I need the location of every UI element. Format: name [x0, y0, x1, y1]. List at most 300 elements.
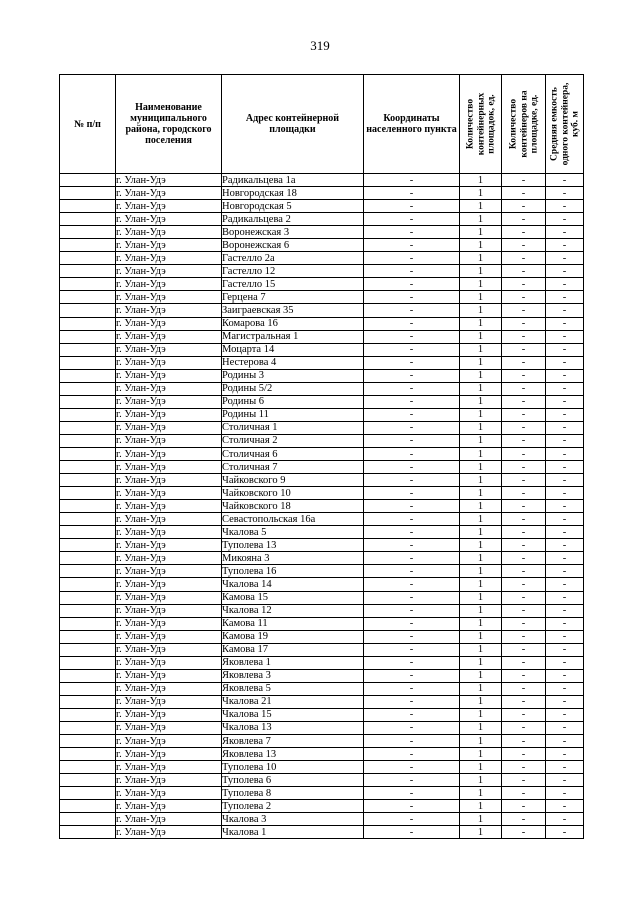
- row-district: г. Улан-Удэ: [116, 695, 222, 708]
- row-num: [60, 200, 116, 213]
- row-coords: -: [364, 643, 460, 656]
- row-coords: -: [364, 578, 460, 591]
- header-address: Адрес контейнерной площадки: [222, 75, 364, 174]
- table-row: [60, 617, 584, 630]
- row-sites-count: 1: [460, 643, 502, 656]
- row-address: Комарова 16: [222, 317, 364, 330]
- row-volume: -: [546, 239, 584, 252]
- row-sites-count: 1: [460, 239, 502, 252]
- row-num: [60, 552, 116, 565]
- table-row: [60, 200, 584, 213]
- table-row: [60, 565, 584, 578]
- row-district: г. Улан-Удэ: [116, 447, 222, 460]
- row-volume: -: [546, 500, 584, 513]
- row-district: г. Улан-Удэ: [116, 330, 222, 343]
- table-row: [60, 434, 584, 447]
- row-volume: -: [546, 748, 584, 761]
- row-coords: -: [364, 669, 460, 682]
- table-row: [60, 656, 584, 669]
- table-row: [60, 539, 584, 552]
- row-volume: -: [546, 200, 584, 213]
- row-containers-count: -: [502, 421, 546, 434]
- row-num: [60, 565, 116, 578]
- row-num: [60, 421, 116, 434]
- row-num: [60, 800, 116, 813]
- row-num: [60, 356, 116, 369]
- table-row: [60, 761, 584, 774]
- row-district: г. Улан-Удэ: [116, 513, 222, 526]
- row-volume: -: [546, 735, 584, 748]
- row-containers-count: -: [502, 813, 546, 826]
- row-num: [60, 721, 116, 734]
- table-row: [60, 239, 584, 252]
- row-sites-count: 1: [460, 213, 502, 226]
- row-coords: -: [364, 604, 460, 617]
- row-address: Родины 6: [222, 395, 364, 408]
- row-containers-count: -: [502, 330, 546, 343]
- table-row: [60, 213, 584, 226]
- table-row: [60, 800, 584, 813]
- row-coords: -: [364, 565, 460, 578]
- row-containers-count: -: [502, 434, 546, 447]
- row-volume: -: [546, 813, 584, 826]
- row-district: г. Улан-Удэ: [116, 434, 222, 447]
- row-num: [60, 408, 116, 421]
- row-address: Столичная 1: [222, 421, 364, 434]
- row-coords: -: [364, 695, 460, 708]
- row-address: Гастелло 15: [222, 278, 364, 291]
- row-district: г. Улан-Удэ: [116, 382, 222, 395]
- table-row: [60, 513, 584, 526]
- row-num: [60, 526, 116, 539]
- table-row: [60, 526, 584, 539]
- row-coords: -: [364, 278, 460, 291]
- row-sites-count: 1: [460, 604, 502, 617]
- table-row: [60, 291, 584, 304]
- table-row: [60, 356, 584, 369]
- table-row: [60, 421, 584, 434]
- row-sites-count: 1: [460, 761, 502, 774]
- row-num: [60, 382, 116, 395]
- row-address: Моцарта 14: [222, 343, 364, 356]
- row-sites-count: 1: [460, 265, 502, 278]
- row-volume: -: [546, 174, 584, 187]
- row-district: г. Улан-Удэ: [116, 278, 222, 291]
- row-coords: -: [364, 187, 460, 200]
- row-num: [60, 761, 116, 774]
- table-row: [60, 447, 584, 460]
- row-num: [60, 826, 116, 839]
- row-containers-count: -: [502, 265, 546, 278]
- row-containers-count: -: [502, 317, 546, 330]
- row-district: г. Улан-Удэ: [116, 356, 222, 369]
- row-coords: -: [364, 174, 460, 187]
- row-volume: -: [546, 656, 584, 669]
- row-num: [60, 617, 116, 630]
- row-district: г. Улан-Удэ: [116, 487, 222, 500]
- row-address: Заиграевская 35: [222, 304, 364, 317]
- row-volume: -: [546, 226, 584, 239]
- row-volume: -: [546, 487, 584, 500]
- row-containers-count: -: [502, 708, 546, 721]
- row-address: Чкалова 12: [222, 604, 364, 617]
- row-num: [60, 395, 116, 408]
- row-address: Родины 5/2: [222, 382, 364, 395]
- row-coords: -: [364, 787, 460, 800]
- row-address: Гастелло 12: [222, 265, 364, 278]
- row-containers-count: -: [502, 604, 546, 617]
- row-num: [60, 330, 116, 343]
- row-address: Туполева 10: [222, 761, 364, 774]
- row-num: [60, 813, 116, 826]
- row-sites-count: 1: [460, 395, 502, 408]
- row-address: Яковлева 13: [222, 748, 364, 761]
- table-row: [60, 748, 584, 761]
- row-num: [60, 695, 116, 708]
- row-address: Радикальцева 2: [222, 213, 364, 226]
- table-row: [60, 330, 584, 343]
- row-containers-count: -: [502, 695, 546, 708]
- row-coords: -: [364, 708, 460, 721]
- row-num: [60, 787, 116, 800]
- row-num: [60, 278, 116, 291]
- table-row: [60, 226, 584, 239]
- row-sites-count: 1: [460, 513, 502, 526]
- row-sites-count: 1: [460, 526, 502, 539]
- row-volume: -: [546, 630, 584, 643]
- row-district: г. Улан-Удэ: [116, 565, 222, 578]
- row-address: Яковлева 5: [222, 682, 364, 695]
- row-num: [60, 213, 116, 226]
- row-volume: -: [546, 291, 584, 304]
- table-row: [60, 552, 584, 565]
- table-body: [60, 174, 584, 839]
- row-coords: -: [364, 630, 460, 643]
- row-district: г. Улан-Удэ: [116, 826, 222, 839]
- table-row: [60, 252, 584, 265]
- row-num: [60, 487, 116, 500]
- table-row: [60, 278, 584, 291]
- row-district: г. Улан-Удэ: [116, 813, 222, 826]
- row-volume: -: [546, 330, 584, 343]
- row-district: г. Улан-Удэ: [116, 395, 222, 408]
- table-row: [60, 669, 584, 682]
- row-sites-count: 1: [460, 487, 502, 500]
- row-sites-count: 1: [460, 408, 502, 421]
- row-coords: -: [364, 317, 460, 330]
- row-coords: -: [364, 513, 460, 526]
- row-volume: -: [546, 826, 584, 839]
- row-district: г. Улан-Удэ: [116, 500, 222, 513]
- row-district: г. Улан-Удэ: [116, 604, 222, 617]
- row-district: г. Улан-Удэ: [116, 643, 222, 656]
- row-address: Чкалова 1: [222, 826, 364, 839]
- table-row: [60, 787, 584, 800]
- row-coords: -: [364, 539, 460, 552]
- row-num: [60, 774, 116, 787]
- row-containers-count: -: [502, 213, 546, 226]
- table-row: [60, 395, 584, 408]
- row-num: [60, 578, 116, 591]
- row-volume: -: [546, 187, 584, 200]
- row-coords: -: [364, 487, 460, 500]
- row-volume: -: [546, 761, 584, 774]
- row-num: [60, 604, 116, 617]
- row-sites-count: 1: [460, 656, 502, 669]
- row-volume: -: [546, 265, 584, 278]
- row-address: Чкалова 15: [222, 708, 364, 721]
- row-containers-count: -: [502, 591, 546, 604]
- row-volume: -: [546, 721, 584, 734]
- row-coords: -: [364, 761, 460, 774]
- row-district: г. Улан-Удэ: [116, 682, 222, 695]
- row-address: Яковлева 7: [222, 735, 364, 748]
- row-address: Микояна 3: [222, 552, 364, 565]
- row-coords: -: [364, 748, 460, 761]
- row-address: Камова 19: [222, 630, 364, 643]
- row-volume: -: [546, 513, 584, 526]
- row-containers-count: -: [502, 447, 546, 460]
- row-sites-count: 1: [460, 682, 502, 695]
- row-containers-count: -: [502, 200, 546, 213]
- row-volume: -: [546, 304, 584, 317]
- row-sites-count: 1: [460, 447, 502, 460]
- row-volume: -: [546, 695, 584, 708]
- row-address: Родины 11: [222, 408, 364, 421]
- row-sites-count: 1: [460, 174, 502, 187]
- row-coords: -: [364, 447, 460, 460]
- row-address: Столичная 2: [222, 434, 364, 447]
- row-coords: -: [364, 252, 460, 265]
- row-num: [60, 226, 116, 239]
- row-district: г. Улан-Удэ: [116, 617, 222, 630]
- row-volume: -: [546, 708, 584, 721]
- row-sites-count: 1: [460, 539, 502, 552]
- row-num: [60, 343, 116, 356]
- row-address: Столичная 6: [222, 447, 364, 460]
- row-sites-count: 1: [460, 330, 502, 343]
- row-coords: -: [364, 408, 460, 421]
- row-district: г. Улан-Удэ: [116, 408, 222, 421]
- row-num: [60, 239, 116, 252]
- page-number: 319: [310, 38, 330, 53]
- row-containers-count: -: [502, 513, 546, 526]
- row-sites-count: 1: [460, 774, 502, 787]
- row-sites-count: 1: [460, 278, 502, 291]
- row-num: [60, 656, 116, 669]
- row-address: Магистральная 1: [222, 330, 364, 343]
- row-volume: -: [546, 552, 584, 565]
- row-coords: -: [364, 200, 460, 213]
- row-address: Родины 3: [222, 369, 364, 382]
- row-containers-count: -: [502, 682, 546, 695]
- row-address: Чкалова 14: [222, 578, 364, 591]
- row-coords: -: [364, 291, 460, 304]
- row-coords: -: [364, 434, 460, 447]
- table-row: [60, 369, 584, 382]
- table-row: [60, 826, 584, 839]
- row-containers-count: -: [502, 656, 546, 669]
- row-address: Чкалова 21: [222, 695, 364, 708]
- row-containers-count: -: [502, 643, 546, 656]
- row-address: Чайковского 10: [222, 487, 364, 500]
- row-coords: -: [364, 591, 460, 604]
- row-sites-count: 1: [460, 669, 502, 682]
- row-district: г. Улан-Удэ: [116, 539, 222, 552]
- row-address: Воронежская 6: [222, 239, 364, 252]
- row-num: [60, 591, 116, 604]
- row-district: г. Улан-Удэ: [116, 343, 222, 356]
- row-district: г. Улан-Удэ: [116, 226, 222, 239]
- row-district: г. Улан-Удэ: [116, 213, 222, 226]
- row-address: Камова 15: [222, 591, 364, 604]
- row-address: Чкалова 13: [222, 721, 364, 734]
- row-volume: -: [546, 787, 584, 800]
- row-volume: -: [546, 343, 584, 356]
- row-volume: -: [546, 356, 584, 369]
- row-sites-count: 1: [460, 695, 502, 708]
- row-sites-count: 1: [460, 382, 502, 395]
- row-address: Туполева 6: [222, 774, 364, 787]
- row-num: [60, 304, 116, 317]
- row-containers-count: -: [502, 787, 546, 800]
- row-coords: -: [364, 774, 460, 787]
- row-containers-count: -: [502, 761, 546, 774]
- row-coords: -: [364, 395, 460, 408]
- row-num: [60, 187, 116, 200]
- row-volume: -: [546, 774, 584, 787]
- table-row: [60, 695, 584, 708]
- table-row: [60, 721, 584, 734]
- row-containers-count: -: [502, 461, 546, 474]
- row-address: Радикальцева 1а: [222, 174, 364, 187]
- row-sites-count: 1: [460, 474, 502, 487]
- row-containers-count: -: [502, 487, 546, 500]
- row-volume: -: [546, 369, 584, 382]
- row-address: Туполева 16: [222, 565, 364, 578]
- row-district: г. Улан-Удэ: [116, 591, 222, 604]
- row-sites-count: 1: [460, 813, 502, 826]
- row-num: [60, 539, 116, 552]
- table-row: [60, 382, 584, 395]
- row-sites-count: 1: [460, 304, 502, 317]
- row-address: Герцена 7: [222, 291, 364, 304]
- row-address: Севастопольская 16а: [222, 513, 364, 526]
- row-volume: -: [546, 474, 584, 487]
- row-containers-count: -: [502, 356, 546, 369]
- row-district: г. Улан-Удэ: [116, 187, 222, 200]
- row-district: г. Улан-Удэ: [116, 474, 222, 487]
- header-sites-count: [460, 75, 502, 174]
- row-sites-count: 1: [460, 630, 502, 643]
- row-district: г. Улан-Удэ: [116, 774, 222, 787]
- row-volume: -: [546, 669, 584, 682]
- row-district: г. Улан-Удэ: [116, 735, 222, 748]
- row-volume: -: [546, 434, 584, 447]
- row-sites-count: 1: [460, 356, 502, 369]
- row-volume: -: [546, 643, 584, 656]
- row-sites-count: 1: [460, 500, 502, 513]
- row-district: г. Улан-Удэ: [116, 656, 222, 669]
- row-containers-count: -: [502, 565, 546, 578]
- table-header-row: [60, 75, 584, 174]
- table-row: [60, 708, 584, 721]
- row-containers-count: -: [502, 630, 546, 643]
- row-num: [60, 174, 116, 187]
- row-containers-count: -: [502, 278, 546, 291]
- row-volume: -: [546, 395, 584, 408]
- row-address: Столичная 7: [222, 461, 364, 474]
- row-num: [60, 317, 116, 330]
- row-volume: -: [546, 682, 584, 695]
- row-district: г. Улан-Удэ: [116, 317, 222, 330]
- row-num: [60, 447, 116, 460]
- table-row: [60, 461, 584, 474]
- row-address: Туполева 2: [222, 800, 364, 813]
- row-coords: -: [364, 356, 460, 369]
- row-num: [60, 643, 116, 656]
- table-row: [60, 578, 584, 591]
- row-coords: -: [364, 265, 460, 278]
- row-coords: -: [364, 474, 460, 487]
- row-sites-count: 1: [460, 578, 502, 591]
- row-num: [60, 369, 116, 382]
- row-coords: -: [364, 500, 460, 513]
- row-sites-count: 1: [460, 343, 502, 356]
- row-containers-count: -: [502, 617, 546, 630]
- row-coords: -: [364, 552, 460, 565]
- row-volume: -: [546, 461, 584, 474]
- row-coords: -: [364, 304, 460, 317]
- row-sites-count: 1: [460, 434, 502, 447]
- row-containers-count: -: [502, 774, 546, 787]
- row-containers-count: -: [502, 252, 546, 265]
- row-district: г. Улан-Удэ: [116, 239, 222, 252]
- row-sites-count: 1: [460, 291, 502, 304]
- row-volume: -: [546, 526, 584, 539]
- table-row: [60, 408, 584, 421]
- row-coords: -: [364, 617, 460, 630]
- row-containers-count: -: [502, 239, 546, 252]
- row-district: г. Улан-Удэ: [116, 578, 222, 591]
- row-containers-count: -: [502, 343, 546, 356]
- row-district: г. Улан-Удэ: [116, 369, 222, 382]
- table-row: [60, 174, 584, 187]
- row-coords: -: [364, 526, 460, 539]
- row-sites-count: 1: [460, 317, 502, 330]
- table-row: [60, 735, 584, 748]
- row-containers-count: -: [502, 474, 546, 487]
- row-sites-count: 1: [460, 721, 502, 734]
- row-num: [60, 682, 116, 695]
- row-sites-count: 1: [460, 826, 502, 839]
- row-volume: -: [546, 539, 584, 552]
- row-volume: -: [546, 604, 584, 617]
- row-district: г. Улан-Удэ: [116, 421, 222, 434]
- row-sites-count: 1: [460, 565, 502, 578]
- row-coords: -: [364, 382, 460, 395]
- row-volume: -: [546, 408, 584, 421]
- row-containers-count: -: [502, 382, 546, 395]
- row-sites-count: 1: [460, 226, 502, 239]
- row-num: [60, 708, 116, 721]
- row-district: г. Улан-Удэ: [116, 721, 222, 734]
- row-coords: -: [364, 813, 460, 826]
- table-row: [60, 643, 584, 656]
- container-sites-table: [59, 74, 584, 839]
- row-volume: -: [546, 252, 584, 265]
- row-sites-count: 1: [460, 552, 502, 565]
